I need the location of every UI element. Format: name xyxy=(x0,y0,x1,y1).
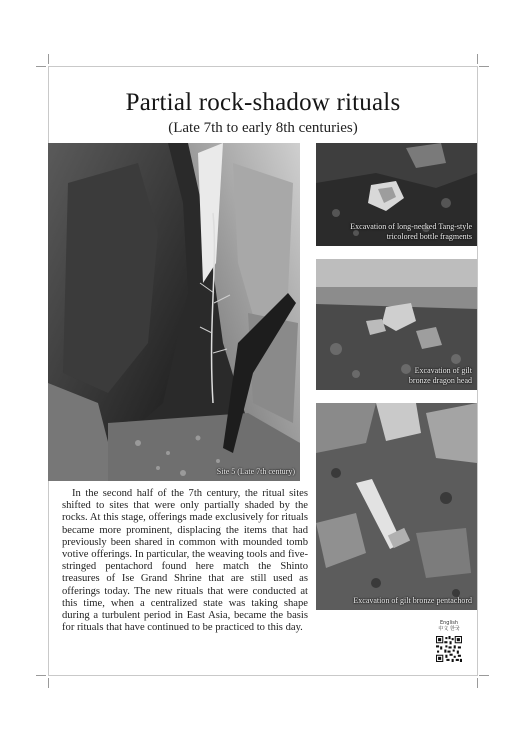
bottle-fragments-caption: Excavation of long-necked Tang-style tricolored bottle fragments xyxy=(350,222,472,241)
pentachord-image xyxy=(316,403,477,610)
crop-mark xyxy=(477,54,478,64)
crop-mark xyxy=(48,678,49,688)
bottle-fragments-photo xyxy=(316,143,477,246)
crop-mark xyxy=(48,54,49,64)
crop-mark xyxy=(36,66,46,67)
language-links xyxy=(432,620,466,632)
pentachord-caption: Excavation of gilt bronze pentachord xyxy=(353,596,472,605)
language-other-links[interactable]: 中文 한국 xyxy=(438,626,460,632)
crop-mark xyxy=(477,678,478,688)
crop-mark xyxy=(479,66,489,67)
crop-mark xyxy=(36,675,46,676)
qr-code-icon[interactable] xyxy=(436,636,462,662)
body-paragraph: In the second half of the 7th century, the ritual sites shifted to sites that were only partially shaded by the rocks. At this stage, offerings made exclusively for rituals became more prominent, displacing the items that had previously been shared in common with mounded tomb votive offerings. In particular, the weaving tools and five-stringed pentachord found here match the Shinto treasures of Ise Grand Shrine that are still used as offerings today. The new rituals that were conducted at this time, when a centralized state was taking shape during a turbulent period in East Asia, became the basis for rituals that have continued to be practiced to this day. xyxy=(62,488,308,634)
language-english-link[interactable]: English xyxy=(439,620,459,626)
rock-crevice-image xyxy=(48,143,300,481)
pentachord-photo xyxy=(316,403,477,610)
dragon-head-photo xyxy=(316,259,477,390)
main-photo-caption: Site 5 (Late 7th century) xyxy=(216,467,295,476)
crop-mark xyxy=(479,675,489,676)
page-subtitle: (Late 7th to early 8th centuries) xyxy=(168,120,358,136)
dragon-head-caption: Excavation of gilt bronze dragon head xyxy=(408,366,472,385)
page-title: Partial rock-shadow rituals xyxy=(125,89,401,116)
main-photo xyxy=(48,143,300,481)
